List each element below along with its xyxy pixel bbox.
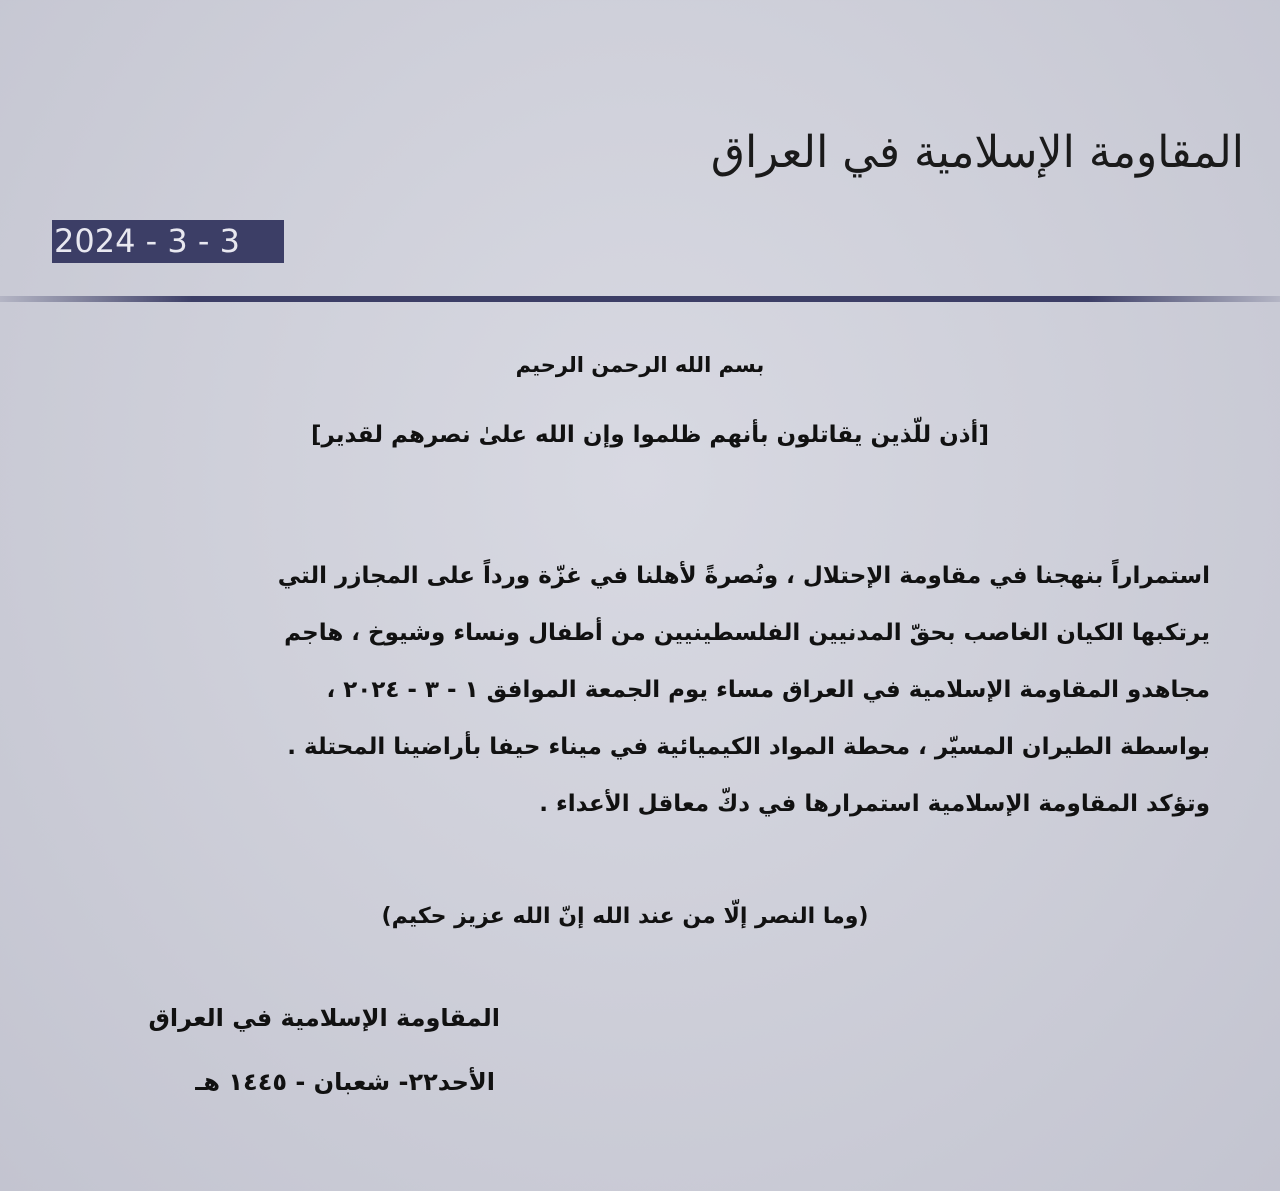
body-line: استمراراً بنهجنا في مقاومة الإحتلال ، ونُصرةً لأهلنا في غزّة ورداً على المجازر التي — [277, 563, 1210, 589]
statement-body — [92, 548, 1210, 833]
signature: المقاومة الإسلامية في العراق — [148, 1004, 500, 1032]
body-line: بواسطة الطيران المسيّر ، محطة المواد الكيميائية في ميناء حيفا بأراضينا المحتلة . — [287, 734, 1210, 760]
header-divider — [0, 296, 1280, 302]
hijri-date: الأحد٢٢- شعبان - ١٤٤٥ هـ — [195, 1068, 495, 1096]
body-line: يرتكبها الكيان الغاصب بحقّ المدنيين الفلسطينيين من أطفال ونساء وشيوخ ، هاجم — [284, 620, 1210, 646]
opening-verse: [أذن للّذين يقاتلون بأنهم ظلموا وإن الله علىٰ نصرهم لقدير] — [311, 422, 989, 448]
body-line: مجاهدو المقاومة الإسلامية في العراق مساء يوم الجمعة الموافق ١ - ٣ - ٢٠٢٤ ، — [326, 677, 1210, 703]
closing-verse: (وما النصر إلّا من عند الله إنّ الله عزيز حكيم) — [381, 904, 869, 929]
logo-calligraphy: المقاومة الإسلامية في العراق — [710, 127, 1244, 178]
body-line: وتؤكد المقاومة الإسلامية استمرارها في دكّ معاقل الأعداء . — [539, 791, 1210, 817]
basmala: بسم الله الرحمن الرحيم — [515, 353, 765, 377]
date-badge: 2024 - 3 - 3 — [52, 220, 284, 263]
